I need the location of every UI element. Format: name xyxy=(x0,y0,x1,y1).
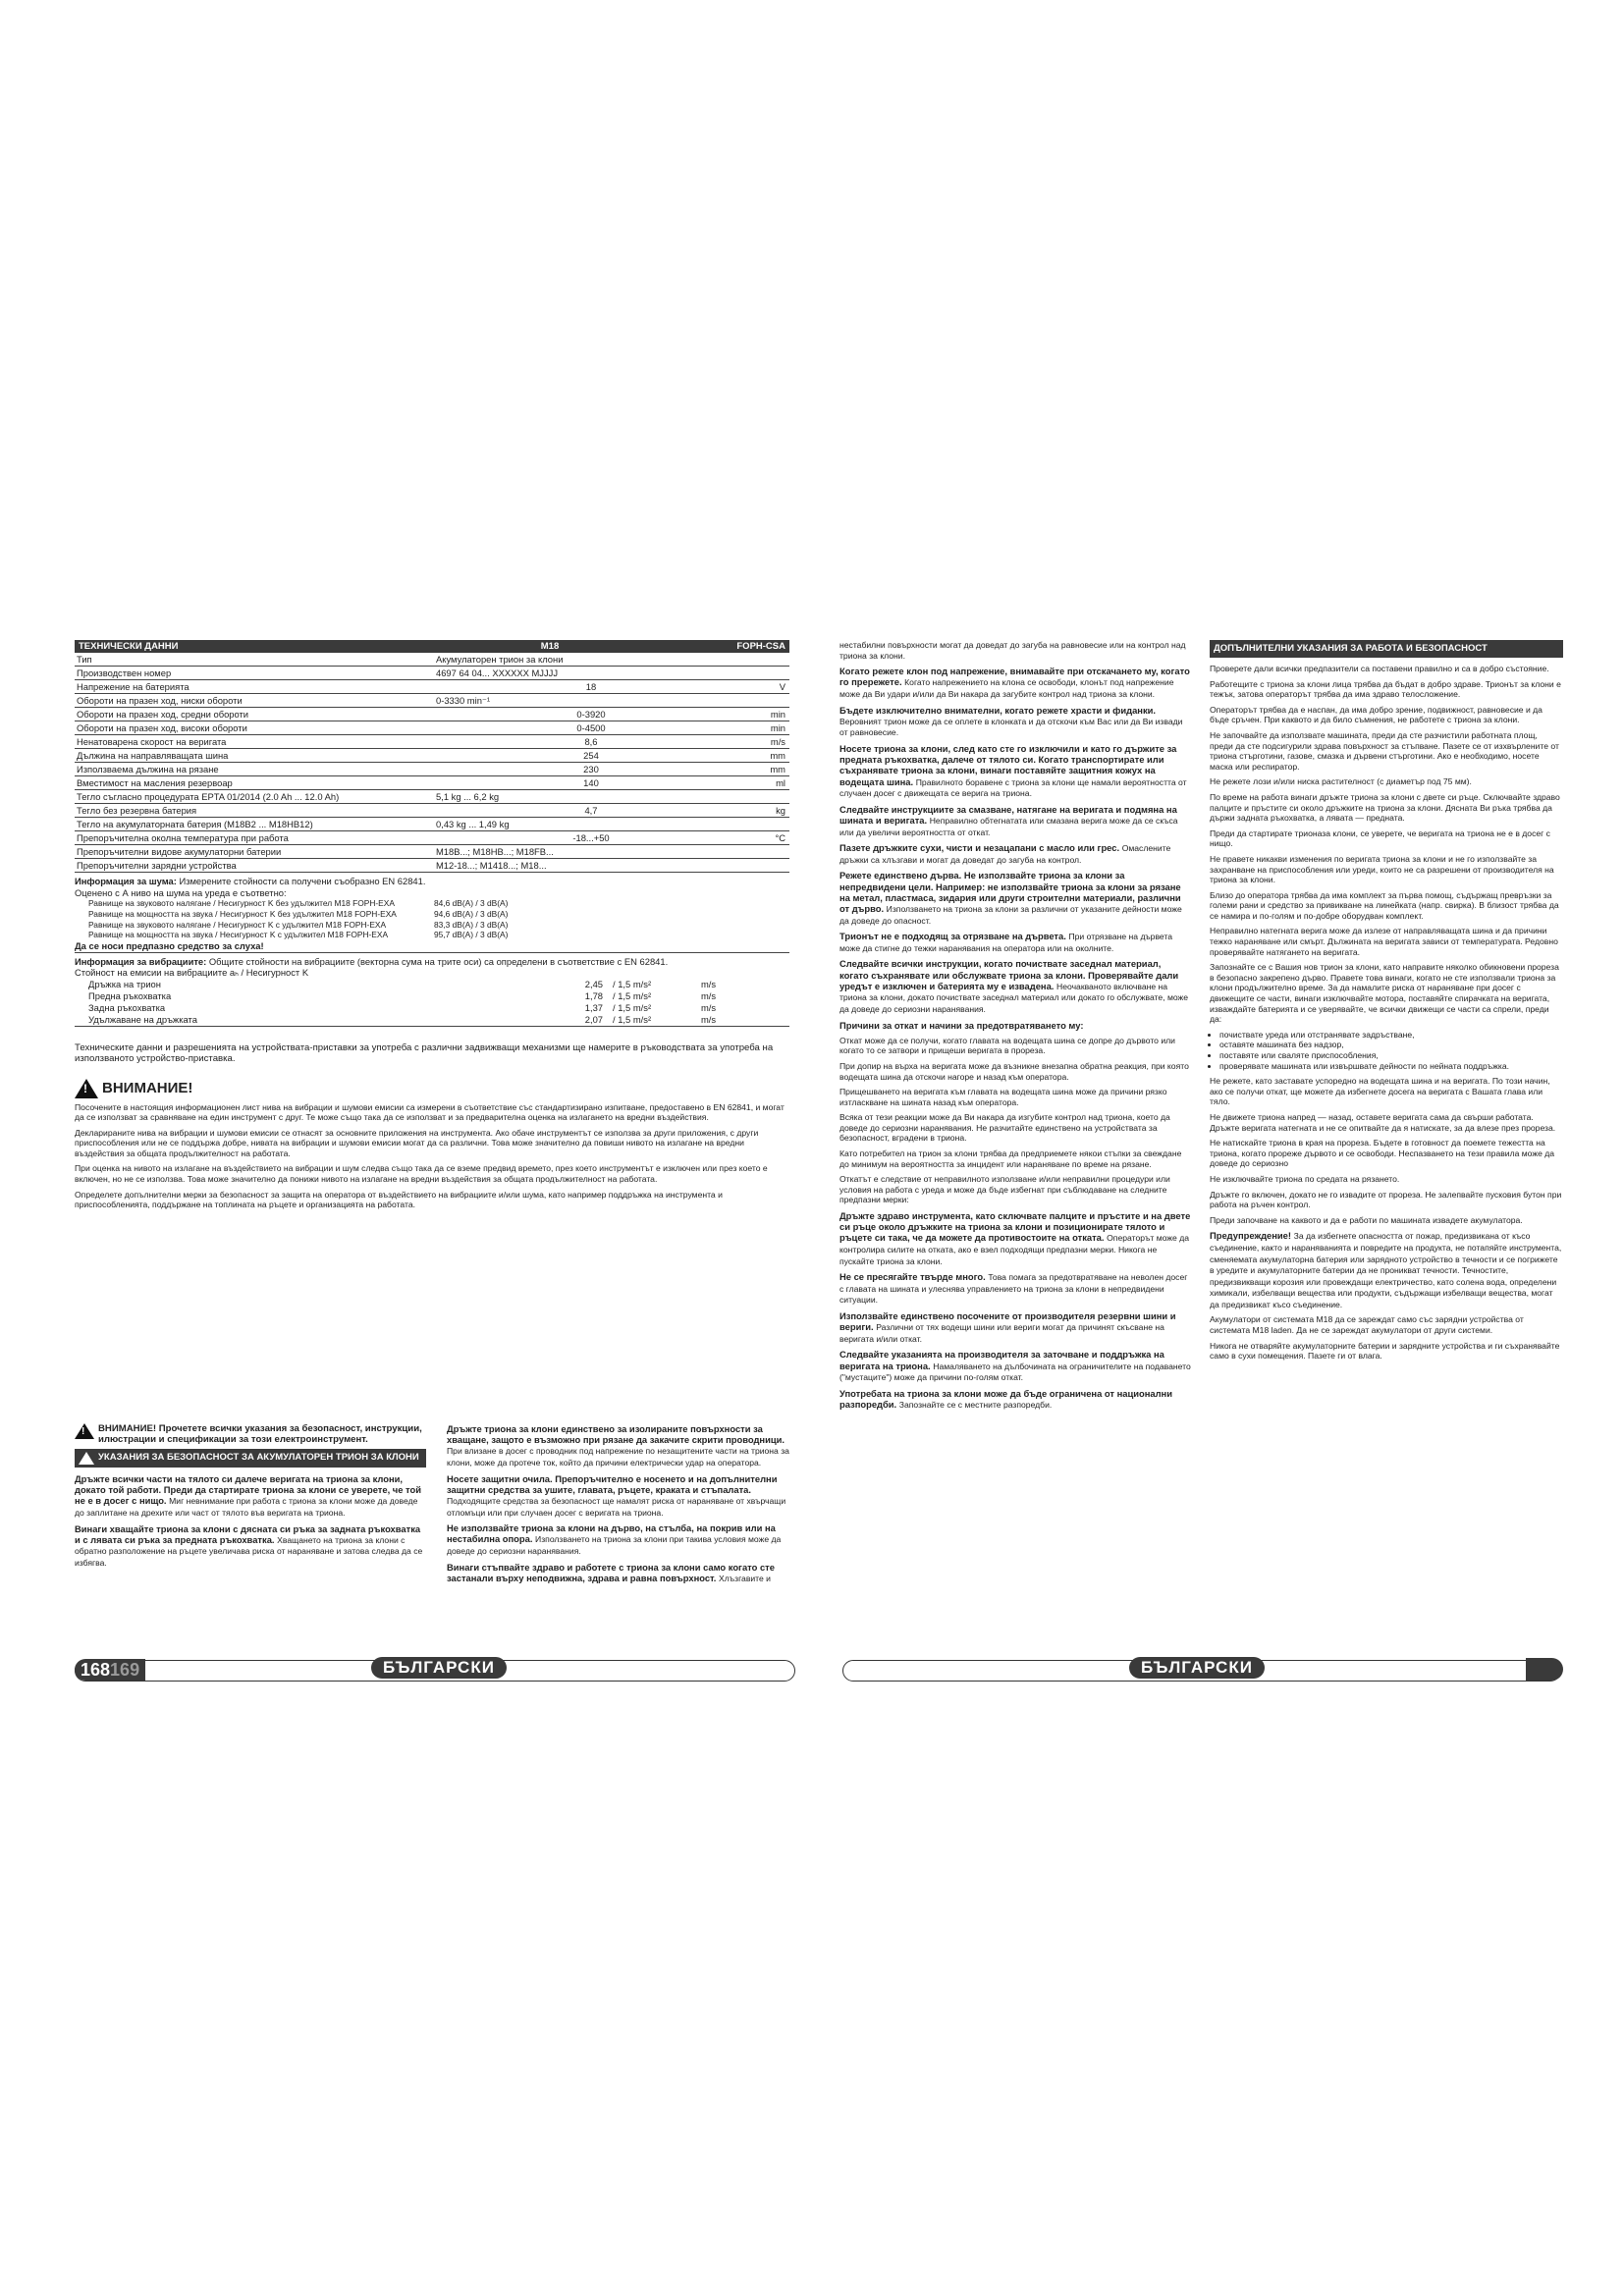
safety-rule-text: Подходящите средства за безопасност ще намалят риска от нараняване от хвърчащи отломъци или при случаен досег с веригата на триона. xyxy=(447,1496,786,1518)
spec-row xyxy=(75,721,789,735)
spec-row xyxy=(75,845,789,859)
spec-label: Препоръчителна околна температура при работа xyxy=(77,832,289,843)
noise-label: Равнище на мощността на звука / Несигурност K без удължител M18 FOPH-EXA xyxy=(88,908,397,919)
spec-value: 18 xyxy=(585,681,597,692)
spec-value: 5,1 kg ... 6,2 kg xyxy=(436,791,500,802)
spec-row xyxy=(75,653,789,667)
spec-variant: FOPH-CSA xyxy=(736,641,785,652)
spec-value-cell xyxy=(436,859,789,872)
language-label-left: БЪЛГАРСКИ xyxy=(371,1657,507,1679)
spec-value: Акумулаторен трион за клони xyxy=(436,654,564,665)
spec-value: -18...+50 xyxy=(572,832,610,843)
safety-rule-bold: Режете единствено дърва. Не използвайте триона за клони за непредвидени цели. Например: не използвайте триона за клони за рязане на метал, пластмаса, зидария или други строителни материали, различни от дърво. xyxy=(839,870,1181,914)
safety-rule-bold: Когато режете клон под напрежение, внимавайте при отскачането му, когато го прережете. xyxy=(839,666,1190,688)
instruction-text: Не натискайте триона в края на прореза. Бъдете в готовност да поемете тежестта на триона, когато прореже дървото и се освободи. Неспазването на тези правила може да доведе до сериозно xyxy=(1210,1138,1555,1169)
vibration-label: Задна ръкохватка xyxy=(88,1001,166,1013)
vibration-row xyxy=(75,990,789,1002)
spec-value-cell xyxy=(436,749,789,762)
spec-unit xyxy=(746,694,789,707)
instruction-text: Не правете никакви изменения по веригата триона за клони и не го използвайте за захранване на приспособления или уреди, които не са разрешени от производителя на триона за клони. xyxy=(1210,853,1554,885)
page-number-left: 168 xyxy=(81,1660,111,1680)
spec-unit: min xyxy=(770,722,785,733)
spec-unit xyxy=(746,818,789,830)
spec-unit: kg xyxy=(776,805,785,816)
vibration-heading: Информация за вибрациите: xyxy=(75,955,207,967)
vibration-value: 2,45 xyxy=(584,978,603,989)
safety-rule-text: Веровният трион може да се оплете в клонката и да отскочи към Вас или да Ви извади от равновесие. xyxy=(839,716,1183,738)
spec-unit: mm xyxy=(770,764,785,774)
read-instructions-text: ВНИМАНИЕ! Прочетете всички указания за безопасност, инструкции, илюстрации и спецификации за този електроинструмент. xyxy=(98,1423,422,1445)
warning-paragraph-1: Посочените в настоящия информационен лист нива на вибрации и шумови емисии са измерени в съответствие със стандартизирано изпитване, предоставено в EN 62841, и могат да се използват за сравняване на един инструмент с друг. Те може също така да се използват и за предварителна оценка на излагането на вредни въздействия. xyxy=(75,1101,785,1123)
safety-rule-text: Използването на триона за клони при такива условия може да доведе до сериозни наранявания. xyxy=(447,1534,782,1556)
kickback-heading: Причини за откат и начини за предотвратяването му: xyxy=(839,1019,1084,1031)
spec-value: 4697 64 04... XXXXXX MJJJJ xyxy=(436,667,559,678)
noise-value: 84,6 dB(A) / 3 dB(A) xyxy=(434,898,509,908)
spec-row xyxy=(75,708,789,721)
spec-value: 0-4500 xyxy=(576,722,606,733)
instruction-text: Не режете лози и/или ниска растителност (с диаметър под 75 мм). xyxy=(1210,776,1472,787)
safety-rule-text: Това помага за предотвратяване на неволен досег с главата на шината и улеснява управлението на триона за клони в непредвидени ситуации. xyxy=(839,1272,1188,1306)
noise-row xyxy=(75,930,789,940)
spec-value: 254 xyxy=(583,750,599,761)
spec-label: Тегло съгласно процедурата EPTA 01/2014 (2.0 Ah ... 12.0 Ah) xyxy=(77,791,340,802)
spec-table-header xyxy=(75,640,789,653)
spec-row xyxy=(75,667,789,680)
safety-rule-bold: Следвайте всички инструкции, когато почиствате заседнал материал, когато съхранявате или обслужвате триона за клони. Проверявайте дали уредът е изключен и батерията му е извадена. xyxy=(839,958,1179,991)
warning-heading xyxy=(75,1079,789,1098)
spec-value-cell xyxy=(436,667,789,679)
safety-rule-text: Използването на триона за клони за различни от указаните дейности може да доведе до опасност. xyxy=(839,903,1182,926)
kickback-text: Откатът е следствие от неправилното използване и/или неправилни процедури или условия на работа с уреда и може да бъде избегнат при съблюдаване на следните предпазни мерки: xyxy=(839,1174,1170,1205)
list-item: • оставяте машината без надзор, xyxy=(1219,1040,1563,1050)
spec-unit xyxy=(746,845,789,858)
spec-unit xyxy=(746,859,789,872)
left-column xyxy=(75,640,789,1215)
vibration-emission: Стойност на емисии на вибрациите aₕ / Несигурност K xyxy=(75,967,309,979)
vibration-value: 1,78 xyxy=(584,989,603,1001)
safety-text: нестабилни повърхности могат да доведат до загуба на равновесие или на контрол над триона за клони. xyxy=(839,640,1186,661)
spec-unit: mm xyxy=(770,750,785,761)
spec-row xyxy=(75,680,789,694)
additional-instructions-heading xyxy=(1210,640,1563,658)
warning-triangle-icon xyxy=(79,1452,94,1465)
vibration-table xyxy=(75,979,789,1027)
instruction-text: Акумулатори от системата M18 да се зареждат само със зарядни устройства от системата M18 laden. Да не се зареждат акумулатори от други системи. xyxy=(1210,1314,1524,1336)
vibration-uncertainty: / 1,5 m/s² xyxy=(613,989,652,1001)
instruction-text: По време на работа винаги дръжте триона за клони с двете си ръце. Сключвайте здраво палците и пръстите си около дръжките на триона за клони. Дясната Ви ръка трябва да държи задната ръкохватка, а лявата — предната. xyxy=(1210,791,1560,824)
safety-rule-text: Запознайте се с местните разпоредби. xyxy=(898,1399,1053,1410)
spec-value-cell xyxy=(436,680,789,693)
noise-label: Равнище на звуковото налягане / Несигурност K с удължител M18 FOPH-EXA xyxy=(88,919,387,930)
instruction-text: Не режете, като заставате успоредно на водещата шина и на веригата. По този начин, ако се получи откат, ще можете да избегнете досега на веригата с Вашата глава или тяло. xyxy=(1210,1076,1550,1107)
safety-rule-bold: Дръжте триона за клони единствено за изолираните повърхности за хващане, защото е възможно при рязане да закачите скрити проводници. xyxy=(447,1423,785,1446)
warning-label: Предупреждение! xyxy=(1210,1230,1292,1242)
safety-rule-text: Омаслените дръжки са хлъзгави и могат да доведат до загуба на контрол. xyxy=(839,843,1171,865)
spec-label: Обороти на празен ход, високи обороти xyxy=(77,722,247,733)
spec-value-cell xyxy=(436,804,789,817)
spec-label: Производствен номер xyxy=(77,667,172,678)
safety-rule-text: Миг невнимание при работа с триона за клони може да доведе до заплитане на дрехите или част от тялото във веригата на триона. xyxy=(75,1496,418,1518)
noise-intro: Измерените стойности са получени съобразно EN 62841. xyxy=(179,876,426,886)
spec-row xyxy=(75,804,789,818)
spec-model: M18 xyxy=(540,641,560,652)
safety-rule-bold: Следвайте указанията на производителя за заточване и поддръжка на веригата на триона. xyxy=(839,1349,1164,1371)
spec-unit: m/s xyxy=(770,736,785,747)
safety-rule-text: Хлъзгавите и xyxy=(719,1573,771,1583)
kickback-text: Като потребител на трион за клони трябва да предприемете някои стъпки за свеждане до минимум на вероятността за инцидент или нараняване по време на рязане. xyxy=(839,1148,1182,1169)
warning-triangle-icon: ! xyxy=(75,1423,94,1439)
spec-value-cell xyxy=(436,708,789,721)
instruction-text: Близо до оператора трябва да има комплект за първа помощ, съдържащ превръзки за големи рани и средство за привикване на линейката (напр. свирка). В близост трябва да се намира и по-голям и по-добре оборудван комплект. xyxy=(1210,889,1559,921)
spec-table xyxy=(75,653,789,873)
list-item: • проверявате машината или извършвате дейности по нейната поддръжка. xyxy=(1219,1061,1563,1072)
kickback-text: Откат може да се получи, когато главата на водещата шина се допре до дървото или когато то се затвори и прищеши веригата в прореза. xyxy=(839,1035,1175,1056)
safety-rule-bold: Дръжте здраво инструмента, като сключвате палците и пръстите и на двете си ръце около дръжките на триона за клони и позиционирате тялото и ръцете си така, че да можете да противостоите на отката. xyxy=(839,1210,1191,1244)
instruction-text: Работещите с триона за клони лица трябва да бъдат в добро здраве. Трионът за клони е тежък, затова операторът трябва да има здраво телосложение. xyxy=(1210,678,1561,700)
safety-rule-bold: Винаги стъпвайте здраво и работете с триона за клони само когато сте застанали върху неподвижна, здрава и равна повърхност. xyxy=(447,1561,775,1583)
read-instructions-warning xyxy=(75,1423,426,1445)
vibration-unit: m/s xyxy=(701,989,717,1001)
spec-value-cell xyxy=(436,831,789,844)
page-number xyxy=(75,1659,145,1681)
spec-value: 140 xyxy=(583,777,599,788)
spec-unit: min xyxy=(770,709,785,720)
kickback-text: Всяка от тези реакции може да Ви накара да изгубите контрол над триона, което да доведе до сериозни наранявания. Не разчитайте единствено на устройствата за безопасност, вградени в триона. xyxy=(839,1112,1170,1144)
vibration-label: Предна ръкохватка xyxy=(88,989,172,1001)
safety-column-1 xyxy=(75,1423,426,1574)
list-item: • почиствате уреда или отстранявате задръстване, xyxy=(1219,1030,1563,1041)
safety-rule-text: Когато напрежението на клона се освободи, клонът под напрежение може да Ви удари и/или да Ви накара да загубите контрол над триона за клони. xyxy=(839,677,1174,699)
spec-unit xyxy=(746,667,789,679)
spec-value-cell xyxy=(436,790,789,803)
instruction-text: Преди да стартирате трионаза клони, се уверете, че веригата на триона не е в досег с нищо. xyxy=(1210,828,1550,849)
spec-label: Тип xyxy=(77,654,92,665)
safety-rule-bold: Трионът не е подходящ за отрязване на дървета. xyxy=(839,931,1066,942)
chainsaw-safety-heading xyxy=(75,1449,426,1468)
noise-row xyxy=(75,920,789,931)
safety-rule-bold: Пазете дръжките сухи, чисти и незацапани с масло или грес. xyxy=(839,842,1120,854)
spec-label: Тегло без резервна батерия xyxy=(77,805,197,816)
noise-row xyxy=(75,909,789,920)
spec-value: 0,43 kg ... 1,49 kg xyxy=(436,819,510,829)
spec-row xyxy=(75,859,789,873)
spec-label: Напрежение на батерията xyxy=(77,681,189,692)
noise-value: 95,7 dB(A) / 3 dB(A) xyxy=(434,930,509,940)
vibration-row xyxy=(75,979,789,990)
safety-rule-bold: Носете защитни очила. Препоръчително е носенето и на допълнителни защитни средства за ушите, главата, ръцете, краката и стъпалата. xyxy=(447,1472,778,1495)
safety-rule-text: Различни от тях водещи шини или вериги могат да причинят скъсване на веригата и/или откат. xyxy=(839,1322,1164,1344)
spec-label: Тегло на акумулаторната батерия (M18B2 ... M18HB12) xyxy=(77,819,313,829)
list-item: • поставяте или сваляте приспособления, xyxy=(1219,1050,1563,1061)
chainsaw-safety-title: УКАЗАНИЯ ЗА БЕЗОПАСНОСТ ЗА АКУМУЛАТОРЕН ТРИОН ЗА КЛОНИ xyxy=(98,1452,419,1463)
attachment-note: Техническите данни и разрешенията на устройствата-приставки за употреба с различни задвижващи механизми ще намерите в ръководствата за употреба на използваното устройство-приставка. xyxy=(75,1041,774,1065)
spec-row xyxy=(75,694,789,708)
spec-value: 0-3330 min⁻¹ xyxy=(436,695,490,706)
instruction-text: Проверете дали всички предпазители са поставени правилно и са в добро състояние. xyxy=(1210,664,1549,673)
spec-label: Дължина на направляващата шина xyxy=(77,750,229,761)
hearing-protection-note: Да се носи предпазно средство за слуха! xyxy=(75,940,789,953)
spec-value-cell xyxy=(436,845,789,858)
safety-rule-bold: Следвайте инструкциите за смазване, натягане на веригата и подмяна на шината и веригата. xyxy=(839,803,1177,826)
spec-label: Ненатоварена скорост на веригата xyxy=(77,736,227,747)
safety-rule-text: Операторът може да контролира силите на отката, ако е взел подходящи предпазни мерки. Никога не пускайте триона за клони. xyxy=(839,1233,1190,1266)
spec-value: 8,6 xyxy=(584,736,598,747)
page-number-right: 169 xyxy=(110,1660,140,1680)
vibration-info xyxy=(75,956,789,1027)
safety-rule-bold: Носете триона за клони, след като сте го изключили и като го държите за предната ръкохватка, далече от тялото си. Когато транспортирате или съхранявате триона за клони, винаги поставяйте защитния кожух на водещата шина. xyxy=(839,742,1177,787)
safety-rule-text: Хващането на триона за клони с обратно разположение на ръцете увеличава риска от нараняване и затова следва да се избягва. xyxy=(75,1534,423,1568)
vibration-row xyxy=(75,1002,789,1014)
safety-rule-text: Правилното боравене с триона за клони ще намали вероятността от случаен досег с движещата се верига на триона. xyxy=(839,776,1187,799)
safety-rule-text: Неочакваното включване на триона за клони, докато почиствате заседнал материал или докато го обслужвате, може да доведе до сериозни наранявания. xyxy=(839,981,1189,1014)
spec-value-cell xyxy=(436,776,789,789)
instruction-text: Неправилно натегната верига може да излезе от направляващата шина и да причини тежко нараняване или смърт. Дължината на веригата зависи от температурата. Редовно проверявайте натягането на веригата. xyxy=(1210,926,1558,957)
spec-value: M12-18...; M1418...; M18... xyxy=(436,860,547,871)
spec-value: 4,7 xyxy=(584,805,598,816)
noise-info xyxy=(75,876,789,953)
spec-row xyxy=(75,749,789,763)
vibration-label: Удължаване на дръжката xyxy=(88,1013,197,1025)
spec-unit xyxy=(746,790,789,803)
instruction-text: Не започвайте да използвате машината, преди да сте разчистили работната площ, преди да сте подсигурили здрава повърхност за стъпване. Пазете се от изхвърлените от триона стърготини, газове, смазка и дървени стърготини. Ако е необходимо, носете маска или респиратор. xyxy=(1210,729,1559,772)
safety-rule-bold: Не се пресягайте твърде много. xyxy=(839,1271,986,1283)
warning-triangle-icon: ! xyxy=(75,1079,98,1098)
spec-row xyxy=(75,831,789,845)
safety-rule-text: При влизане в досег с проводник под напрежение по незащитените части на триона за клони, може да протече ток, който да причини електрически удар на оператора. xyxy=(447,1446,789,1468)
instruction-text: Преди започване на каквото и да е работи по машината извадете акумулатора. xyxy=(1210,1214,1523,1225)
safety-rule-bold: Бъдете изключително внимателни, когато режете храсти и фиданки. xyxy=(839,704,1157,716)
vibration-row xyxy=(75,1014,789,1027)
spec-row xyxy=(75,790,789,804)
warning-paragraph-2: Декларираните нива на вибрации и шумови емисии се отнасят за основните приложения на инструмента. Ако обаче инструментът се използва за други приложения, с други приспособления или не се поддържа добре, нивата на вибрации и шумови емисии могат да са различни. Това може значително да повиши нивото на излагане на вредни въздействия за общата продължителност на работата. xyxy=(75,1127,759,1158)
noise-table xyxy=(75,898,789,940)
kickback-text: При допир на върха на веригата може да възникне внезапна обратна реакция, при която водещата шина да отскочи нагоре и назад към оператора. xyxy=(839,1060,1189,1082)
noise-heading: Информация за шума: xyxy=(75,876,177,886)
spec-value-cell xyxy=(436,653,789,666)
spec-row xyxy=(75,763,789,776)
spec-label: Препоръчителни видове акумулаторни батерии xyxy=(77,846,282,857)
vibration-value: 2,07 xyxy=(584,1013,603,1025)
safety-rule-bold: Винаги хващайте триона за клони с дясната си ръка за задната ръкохватка и с лявата си ръка за предната ръкохватка. xyxy=(75,1522,421,1545)
safety-rule-bold: Употребата на триона за клони може да бъде ограничена от национални разпоредби. xyxy=(839,1387,1172,1410)
vibration-unit: m/s xyxy=(701,1013,717,1025)
spec-value-cell xyxy=(436,721,789,734)
spec-label: Обороти на празен ход, ниски обороти xyxy=(77,695,243,706)
vibration-unit: m/s xyxy=(701,1001,717,1013)
spec-label: Използваема дължина на рязане xyxy=(77,764,219,774)
vibration-intro: Общите стойности на вибрациите (векторна сума на трите оси) са определени в съответствие с EN 62841. xyxy=(208,955,669,967)
spec-label: Препоръчителни зарядни устройства xyxy=(77,860,237,871)
precautions-list xyxy=(1210,1030,1563,1071)
warning-paragraph-3: При оценка на нивото на излагане на въздействието на вибрации и шум следва също така да се вземе предвид времето, през което инструментът е изключен или през което е включен, но не се използва. Това може значително да понижи нивото на излагане на вредни въздействия за общата продължителност на работата. xyxy=(75,1163,768,1185)
additional-instructions-title: ДОПЪЛНИТЕЛНИ УКАЗАНИЯ ЗА РАБОТА И БЕЗОПАСНОСТ xyxy=(1214,643,1488,654)
spec-unit: °C xyxy=(775,832,785,843)
vibration-uncertainty: / 1,5 m/s² xyxy=(613,978,652,989)
safety-rule-bold: Използвайте единствено посочените от производителя резервни шини и вериги. xyxy=(839,1310,1176,1333)
footer-endcap xyxy=(1526,1658,1563,1681)
safety-rule-text: Неправилно обтегнатата или смазана верига може да се скъса или да увеличи вероятността от откат. xyxy=(839,815,1178,837)
vibration-uncertainty: / 1,5 m/s² xyxy=(613,1013,652,1025)
instruction-text: Не изключвайте триона по средата на рязането. xyxy=(1210,1173,1400,1184)
spec-label: Вместимост на масления резервоар xyxy=(77,777,233,788)
spec-value-cell xyxy=(436,694,789,707)
spec-label: Обороти на празен ход, средни обороти xyxy=(77,709,249,720)
safety-column-3 xyxy=(839,640,1191,1415)
spec-row xyxy=(75,776,789,790)
language-label-right: БЪЛГАРСКИ xyxy=(1129,1657,1265,1679)
spec-row xyxy=(75,735,789,749)
vibration-label: Дръжка на трион xyxy=(88,978,161,989)
vibration-unit: m/s xyxy=(701,978,717,989)
warning-paragraph-4: Определете допълнителни мерки за безопасност за защита на оператора от въздействието на вибрациите и/или шума, като например поддръжка на инструмента и приспособленията, поддържане на топлината на ръцете и организацията на работата. xyxy=(75,1189,723,1210)
instruction-text: Запознайте се с Вашия нов трион за клони, като направите няколко обикновени прореза в безопасно закрепено дърво. Правете това винаги, когато не сте използвали триона за клони продължително време. За да намалите риска от нараняване при досег с движещите се части, винаги изключвайте мотора, поставяйте спирачката на веригата, изваждайте батерията и се уверявайте, че всички движещи се части са спрели, преди да: xyxy=(1210,962,1559,1025)
warning-title: ВНИМАНИЕ! xyxy=(102,1079,193,1096)
spec-value: 230 xyxy=(583,764,599,774)
noise-row xyxy=(75,898,789,909)
spec-value-cell xyxy=(436,763,789,775)
spec-value: 0-3920 xyxy=(576,709,606,720)
safety-rule-bold: Дръжте всички части на тялото си далече веригата на триона за клони, докато той работи. Преди да стартирате триона за клони се уверете, че той не е в досег с нищо. xyxy=(75,1473,422,1507)
safety-column-4 xyxy=(1210,640,1563,1366)
safety-rule-text: При отрязване на дървета може да стигне до тежки наранявания на оператора или на околните. xyxy=(839,932,1173,953)
kickback-text: Прищешването на веригата към главата на водещата шина може да причини рязко изтласкване на шината назад към оператора. xyxy=(839,1087,1167,1107)
safety-column-2 xyxy=(447,1423,795,1588)
vibration-value: 1,37 xyxy=(584,1001,603,1013)
spec-row xyxy=(75,818,789,831)
spec-value-cell xyxy=(436,818,789,830)
spec-unit: V xyxy=(779,681,785,692)
instruction-text: Операторът трябва да е наспан, да има добро зрение, подвижност, равновесие и да бъде сръчен. При каквото и да било съмнения, не работете с триона за клони. xyxy=(1210,704,1543,725)
safety-rule-text: Намаляването на дълбочината на ограничителите на подаването ("мустаците") може да причини по-голям откат. xyxy=(839,1361,1191,1383)
spec-table-title: ТЕХНИЧЕСКИ ДАННИ xyxy=(79,641,179,652)
vibration-uncertainty: / 1,5 m/s² xyxy=(613,1001,652,1013)
instruction-text: Не движете триона напред — назад, оставете веригата сама да свърши работата. Дръжте веригата натегната и не се опитвайте да я натискате, за да влезе през прореза. xyxy=(1210,1111,1556,1133)
instruction-text: Дръжте го включен, докато не го извадите от прореза. Не залепвайте пусковия бутон при работа на ръчен контрол. xyxy=(1210,1189,1562,1210)
instruction-text: За да избегнете опасността от пожар, предизвикана от късо съединение, както и нараняванията и повредите на продукта, не потапяйте инструмента, сменяемата акумулаторна батерия или зарядното устройство в течности и се погрижете в уредите и акумулаторните батерии да не проникват течности. Течностите, предизвикващи корозия или провеждащи електричество, като солена вода, определени химикали, избелващи вещества или продукти, съдържащи избелващи вещества, могат да предизвикат късо съединение. xyxy=(1210,1231,1562,1309)
spec-value-cell xyxy=(436,735,789,748)
noise-label: Равнище на звуковото налягане / Несигурност K без удължител M18 FOPH-EXA xyxy=(88,898,395,908)
spec-unit: ml xyxy=(776,777,785,788)
noise-value: 94,6 dB(A) / 3 dB(A) xyxy=(434,908,509,919)
noise-value: 83,3 dB(A) / 3 dB(A) xyxy=(434,919,509,930)
noise-rated: Оценено с А ниво на шума на уреда е съответно: xyxy=(75,886,287,898)
safety-rule-bold: Не използвайте триона за клони на дърво, на стълба, на покрив или на нестабилна опора. xyxy=(447,1522,776,1545)
spec-unit xyxy=(746,653,789,666)
noise-label: Равнище на мощността на звука / Несигурност K с удължител M18 FOPH-EXA xyxy=(88,930,389,940)
spec-value: M18B...; M18HB...; M18FB... xyxy=(436,846,554,857)
instruction-text: Никога не отваряйте акумулаторните батерии и зарядните устройства и ги съхранявайте само в сухи помещения. Пазете ги от влага. xyxy=(1210,1340,1560,1362)
